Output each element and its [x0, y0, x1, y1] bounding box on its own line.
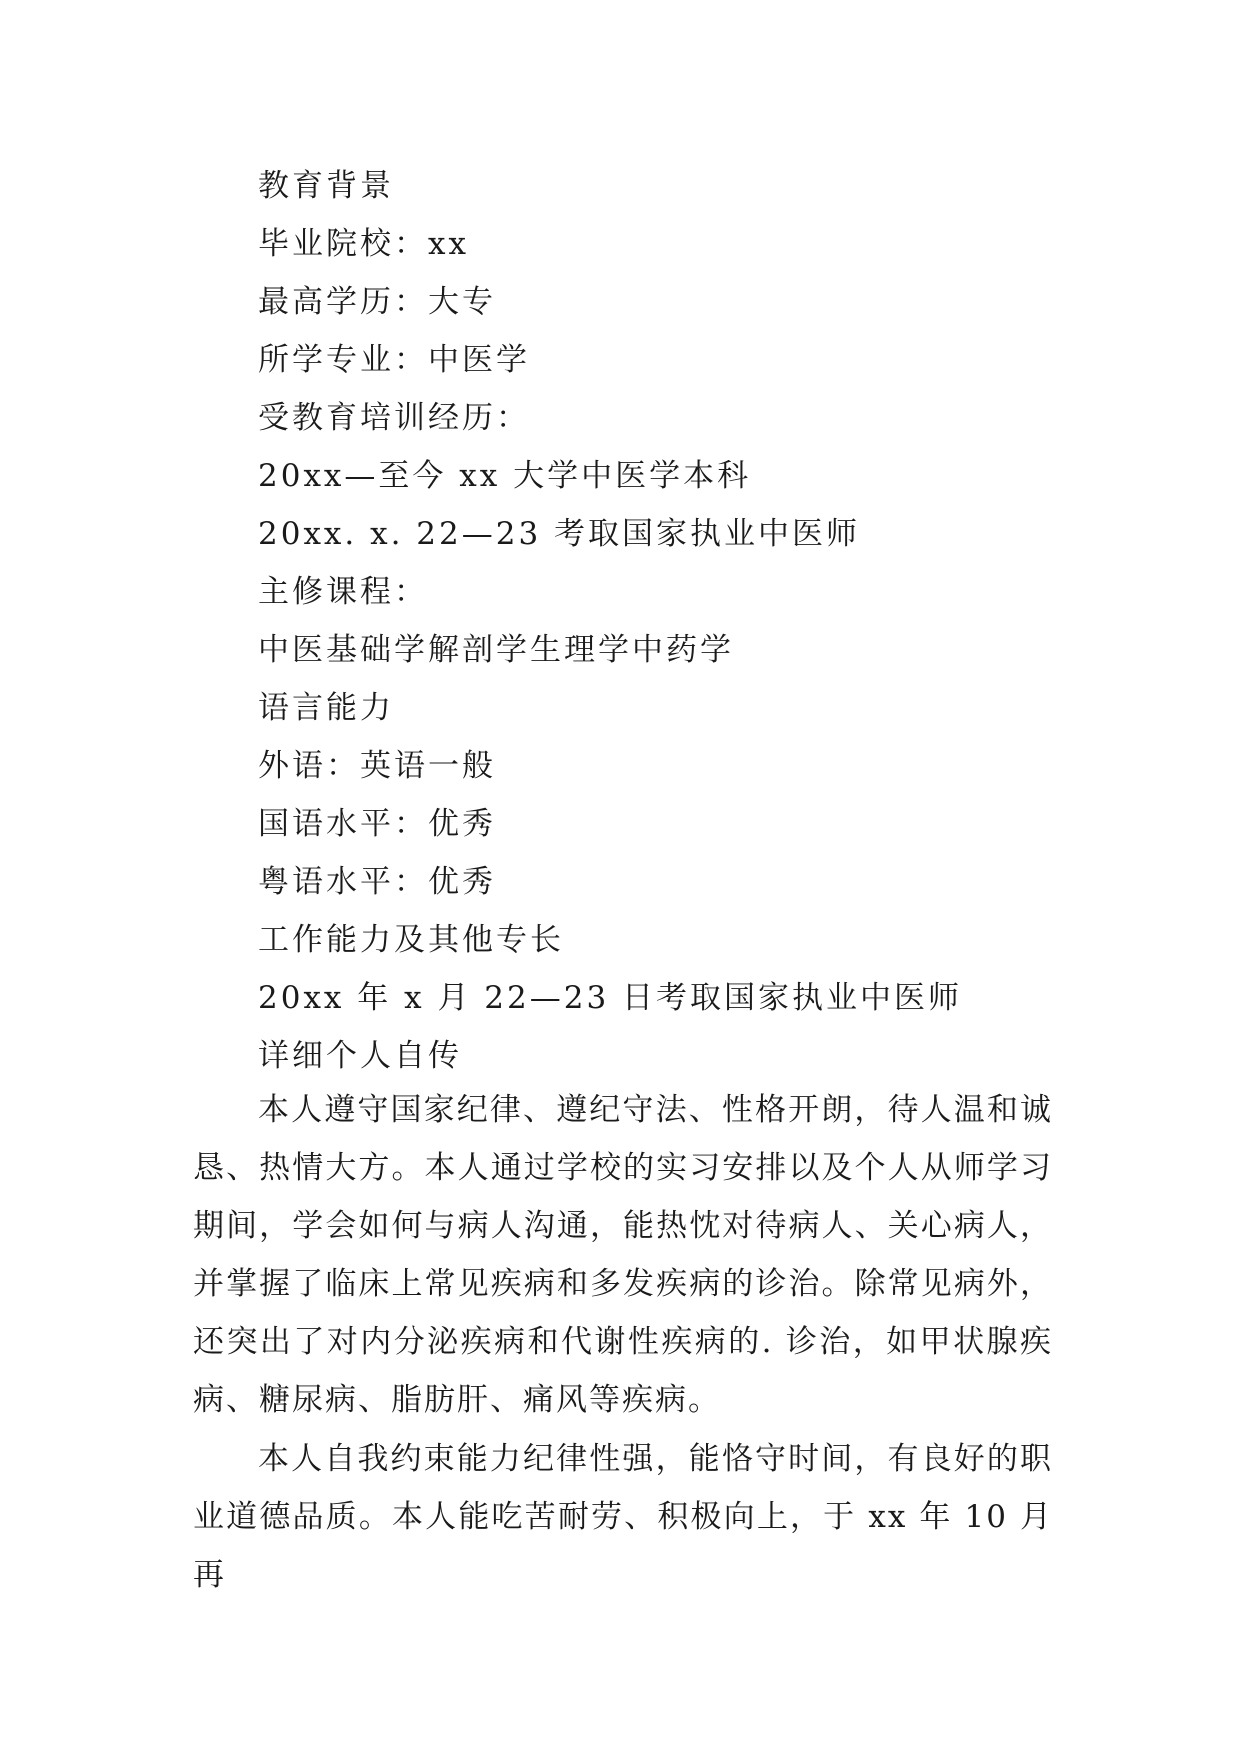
- work-ability-entry: 20xx 年 x 月 22—23 日考取国家执业中医师: [258, 980, 963, 1016]
- graduated-school-line: 毕业院校：xx: [258, 226, 469, 262]
- section-heading-work-ability: 工作能力及其他专长: [258, 922, 564, 958]
- autobiography-paragraph-2: 本人自我约束能力纪律性强，能恪守时间，有良好的职业道德品质。本人能吃苦耐劳、积极向上，于 xx 年 10 月再: [193, 1441, 1053, 1593]
- training-history-label: 受教育培训经历：: [258, 400, 530, 436]
- major-line: 所学专业：中医学: [258, 342, 530, 378]
- autobiography-paragraph-1: 本人遵守国家纪律、遵纪守法、性格开朗，待人温和诚恳、热情大方。本人通过学校的实习安排以及个人从师学习期间，学会如何与病人沟通，能热忱对待病人、关心病人，并掌握了临床上常见疾病和多发疾病的诊治。除常见病外，还突出了对内分泌疾病和代谢性疾病的. 诊治，如甲状腺疾病、糖尿病、脂肪肝、痛风等疾病。: [193, 1092, 1053, 1418]
- highest-degree-line: 最高学历：大专: [258, 284, 496, 320]
- section-heading-language: 语言能力: [258, 690, 394, 726]
- section-heading-education: 教育背景: [258, 168, 394, 204]
- cantonese-level-line: 粤语水平：优秀: [258, 864, 496, 900]
- mandarin-level-line: 国语水平：优秀: [258, 806, 496, 842]
- training-entry-2: 20xx. x. 22—23 考取国家执业中医师: [258, 516, 861, 552]
- section-heading-autobiography: 详细个人自传: [258, 1038, 462, 1074]
- training-entry-1: 20xx—至今 xx 大学中医学本科: [258, 458, 752, 494]
- main-courses-label: 主修课程：: [258, 574, 428, 610]
- foreign-language-line: 外语：英语一般: [258, 748, 496, 784]
- main-courses-list: 中医基础学解剖学生理学中药学: [258, 632, 734, 668]
